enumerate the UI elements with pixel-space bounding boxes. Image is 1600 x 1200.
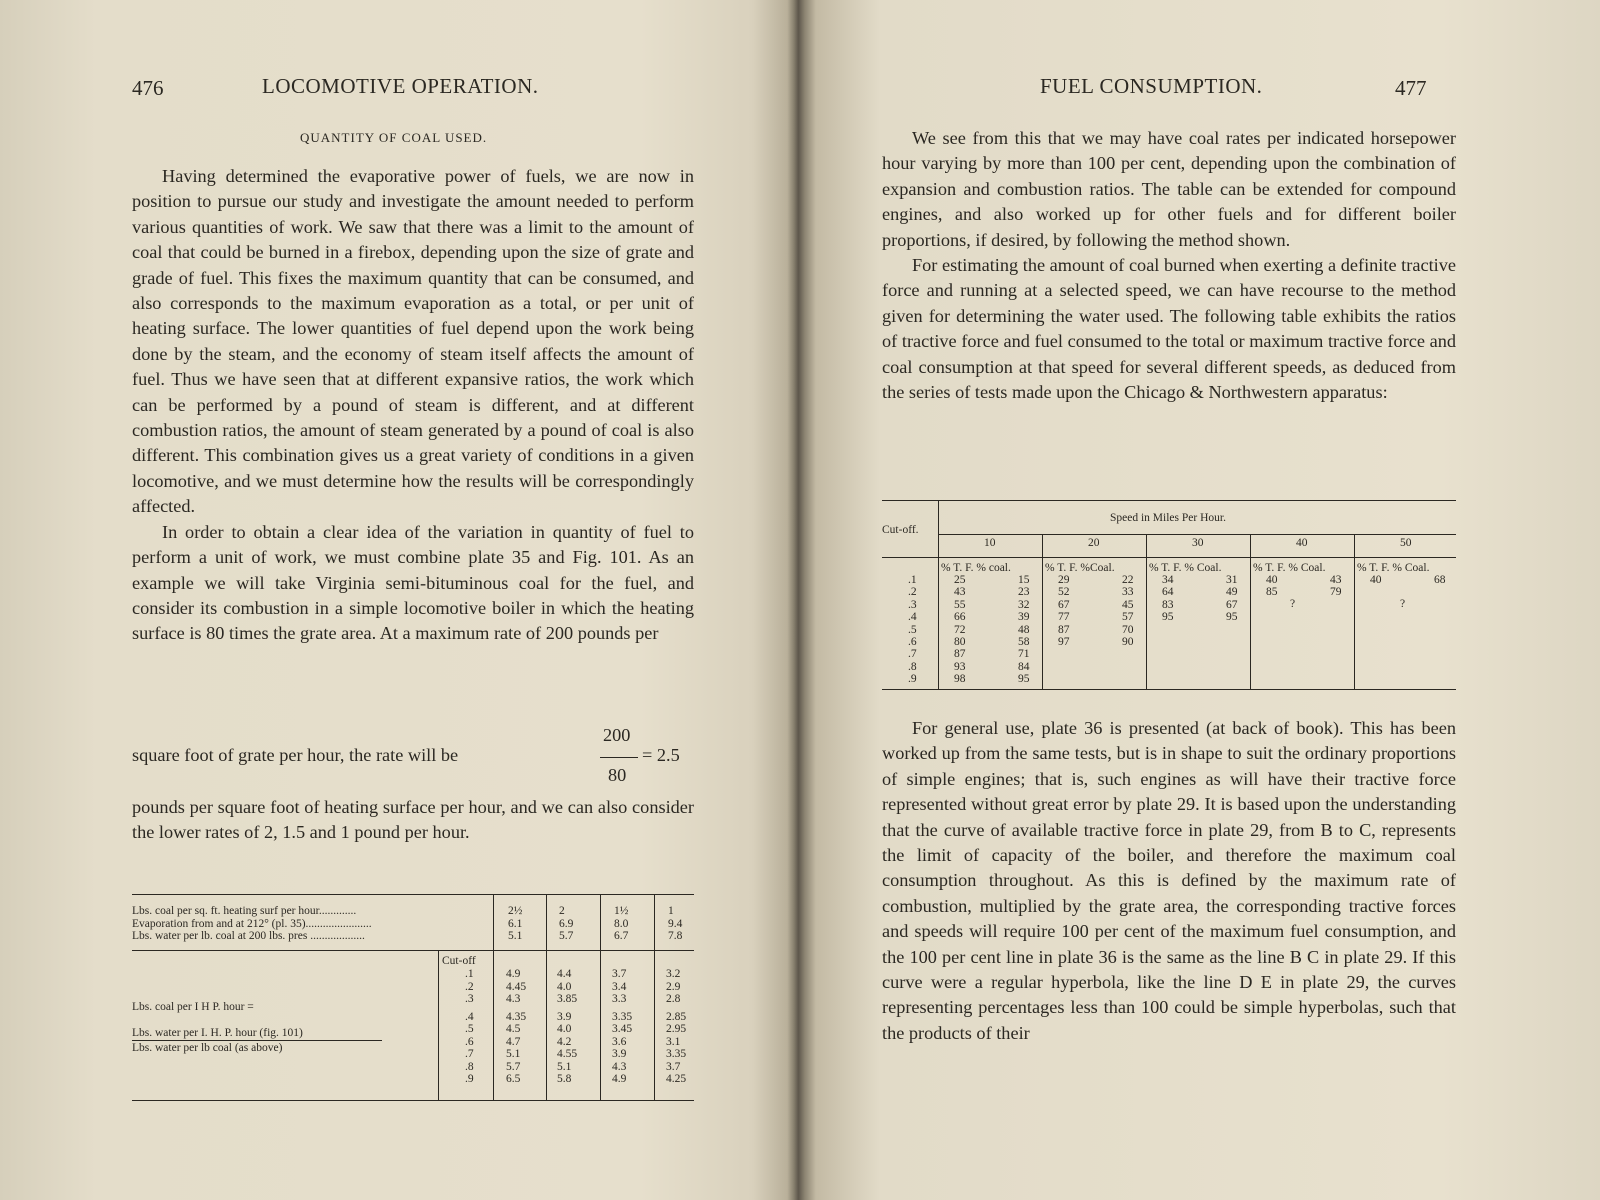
- table-cell: 4.9: [612, 1073, 627, 1085]
- fraction-bar: [600, 757, 638, 758]
- tf-cell: 85: [1266, 586, 1278, 599]
- table-cell: 4.7: [506, 1035, 521, 1048]
- formula-numerator: Lbs. water per I. H. P. hour (fig. 101): [132, 1027, 303, 1039]
- table-cell: 4.5: [506, 1023, 521, 1035]
- tf-cell: 34: [1162, 574, 1174, 586]
- formula-top: Lbs. coal per I H P. hour =: [132, 1001, 254, 1013]
- table-cell: 9.4: [668, 917, 683, 930]
- table-cell: 6.1: [508, 917, 523, 930]
- coal-cell: 43: [1330, 574, 1342, 586]
- table-divider: [1146, 534, 1147, 689]
- table-rule: [438, 950, 694, 951]
- table-cell: 5.1: [557, 1060, 572, 1073]
- speed-value: 10: [984, 537, 996, 549]
- table-cell: 5.1: [506, 1048, 521, 1060]
- fraction-numerator: 200: [603, 725, 631, 745]
- speed-value: 30: [1192, 537, 1204, 549]
- table-cell: 2: [559, 905, 565, 917]
- table-rule: [132, 1100, 694, 1101]
- tf-cell: 98: [954, 673, 966, 686]
- cutoff-cell: .1: [908, 574, 917, 586]
- table-cell: 4.55: [557, 1048, 578, 1060]
- body-text: [882, 126, 1456, 405]
- column-subhead: % T. F. % Coal.: [1357, 562, 1430, 574]
- formula-bar: [132, 1040, 382, 1041]
- table-cell: 7.8: [668, 930, 683, 942]
- tf-cell: 55: [954, 598, 966, 611]
- table-cell: 2.85: [666, 1010, 687, 1023]
- table-cell: 6.7: [614, 930, 629, 942]
- unknown-mark: ?: [1290, 598, 1296, 610]
- paragraph: We see from this that we may have coal rates per indicated horsepower hour varying by more than 100 per cent, depending upon the combination of expansion and combustion ratios. The table can be extended for compound engines, and also worked up for other fuels and for different boiler proportions, if desired, by following the method shown.: [882, 128, 1456, 250]
- coal-cell: 71: [1018, 648, 1030, 661]
- table-cell: 4.0: [557, 1023, 572, 1035]
- table-rule: [882, 689, 1456, 690]
- coal-cell: 68: [1434, 574, 1446, 586]
- cutoff-cell: .2: [465, 980, 474, 993]
- coal-cell: 95: [1226, 611, 1238, 624]
- cutoff-cell: .4: [465, 1010, 474, 1023]
- table-rule: [132, 950, 438, 951]
- table-cell: 2.9: [666, 980, 681, 993]
- paragraph: pounds per square foot of heating surface per hour, and we can also consider the lower rates of 2, 1.5 and 1 pound per hour.: [132, 797, 694, 843]
- cutoff-cell: .6: [465, 1035, 474, 1048]
- running-head: LOCOMOTIVE OPERATION.: [262, 74, 539, 98]
- paragraph: Having determined the evaporative power of fuels, we are now in position to pursue our study and investigate the amount needed to perform various quantities of work. We saw that there was a limit to the amount of coal that could be burned in a firebox, depending upon the size of grate and grade of fuel. This fixes the maximum quantity that can be consumed, and also corresponds to the maximum evaporation as a total, or per unit of heating surface. The lower quantities of fuel depend upon the work being done by the steam, and the economy of steam itself affects the amount of fuel. Thus we have seen that at different expansive ratios, the work which can be performed by a pound of steam is different, and at different combustion ratios, the amount of steam generated by a pound of coal is also different. This combination gives us a great variety of conditions in a given locomotive, and we must determine how the results will be correspondingly affected.: [132, 166, 694, 517]
- column-subhead: % T. F. % Coal.: [1253, 562, 1326, 574]
- table-rule: [882, 557, 1456, 558]
- table-cell: 3.7: [612, 968, 627, 980]
- coal-cell: 90: [1122, 636, 1134, 648]
- cutoff-cell: .4: [908, 611, 917, 624]
- cutoff-cell: .7: [465, 1048, 474, 1060]
- table-cell: 5.8: [557, 1073, 572, 1085]
- table-cell: 3.85: [557, 993, 578, 1005]
- cutoff-cell: .1: [465, 968, 474, 980]
- table-divider: [938, 500, 939, 689]
- tf-cell: 87: [1058, 623, 1070, 636]
- formula-denominator: Lbs. water per lb coal (as above): [132, 1042, 283, 1054]
- cutoff-cell: .5: [908, 623, 917, 636]
- tf-cell: 43: [954, 586, 966, 599]
- coal-cell: 70: [1122, 623, 1134, 636]
- cutoff-cell: .3: [465, 993, 474, 1005]
- coal-cell: 79: [1330, 586, 1342, 599]
- table-cell: 6.9: [559, 917, 574, 930]
- speed-value: 20: [1088, 537, 1100, 549]
- tf-cell: 93: [954, 660, 966, 673]
- column-subhead: % T. F. % Coal.: [1149, 562, 1222, 574]
- table-divider: [1250, 534, 1251, 689]
- table-cell: 2½: [508, 905, 523, 917]
- running-head: FUEL CONSUMPTION.: [1040, 74, 1263, 98]
- speed-header: Speed in Miles Per Hour.: [1110, 512, 1226, 524]
- tf-cell: 64: [1162, 586, 1174, 599]
- table-rule: [938, 534, 1456, 535]
- table-cell: 6.5: [506, 1073, 521, 1085]
- paragraph: In order to obtain a clear idea of the variation in quantity of fuel to perform a unit of work, we must combine plate 35 and Fig. 101. As an example we will take Virginia semi-bituminous coal for the fuel, and consider its combustion in a simple locomotive boiler in which the heating surface is 80 times the grate area. At a maximum rate of 200 pounds per: [132, 521, 694, 644]
- cutoff-cell: .3: [908, 598, 917, 611]
- table-cell: 3.35: [612, 1010, 633, 1023]
- coal-cell: 45: [1122, 598, 1134, 611]
- column-subhead: % T. F. %Coal.: [1045, 562, 1115, 574]
- tf-cell: 97: [1058, 636, 1070, 648]
- table-cell: 3.9: [557, 1010, 572, 1023]
- table-cell: 4.3: [506, 993, 521, 1005]
- tf-cell: 87: [954, 648, 966, 661]
- cutoff-cell: .9: [465, 1073, 474, 1085]
- table-cell: 3.1: [666, 1035, 681, 1048]
- speed-value: 50: [1400, 537, 1412, 549]
- tf-cell: 95: [1162, 611, 1174, 624]
- cutoff-label: Cut-off.: [882, 524, 919, 536]
- tf-cell: 67: [1058, 598, 1070, 611]
- speed-value: 40: [1296, 537, 1308, 549]
- tf-cell: 40: [1266, 574, 1278, 586]
- cutoff-header: Cut-off: [442, 955, 476, 967]
- table-cell: 2.8: [666, 993, 681, 1005]
- table-divider: [1042, 534, 1043, 689]
- coal-cell: 32: [1018, 598, 1030, 611]
- tf-cell: 29: [1058, 574, 1070, 586]
- row-label: Lbs. coal per sq. ft. heating surf per hour.............: [132, 905, 357, 917]
- table-cell: 3.2: [666, 968, 681, 980]
- table-cell: 4.25: [666, 1073, 687, 1085]
- section-subhead: QUANTITY OF COAL USED.: [300, 130, 488, 145]
- cutoff-cell: .8: [908, 660, 917, 673]
- column-subhead: % T. F. % coal.: [941, 562, 1011, 574]
- table-cell: 8.0: [614, 917, 629, 930]
- cutoff-cell: .9: [908, 673, 917, 686]
- coal-cell: 39: [1018, 611, 1030, 624]
- table-divider: [654, 894, 655, 1100]
- right-page: [800, 0, 1600, 1200]
- table-cell: 4.35: [506, 1010, 527, 1023]
- table-cell: 5.7: [506, 1060, 521, 1073]
- tf-cell: 72: [954, 623, 966, 636]
- table-cell: 5.1: [508, 930, 523, 942]
- coal-cell: 15: [1018, 574, 1030, 586]
- fraction-result: = 2.5: [642, 745, 680, 765]
- coal-cell: 67: [1226, 598, 1238, 611]
- coal-cell: 48: [1018, 623, 1030, 636]
- table-rule: [132, 894, 694, 895]
- tf-cell: 66: [954, 611, 966, 624]
- coal-cell: 23: [1018, 586, 1030, 599]
- paragraph: For general use, plate 36 is presented (at back of book). This has been worked up from the same tests, but is in shape to suit the ordinary proportions of simple engines; that is, such engines as will have their tractive force represented without great error by plate 29. It is based upon the understanding that the curve of available tractive force in plate 29, from B to C, represents the limit of capacity of the boiler, and therefore the maximum coal consumption throughout. As this is defined by the maximum rate of combustion, multiplied by the grate area, the corresponding tractive forces and speeds will require 100 per cent of the maximum fuel consumption, and the 100 per cent line in plate 36 is the same as the line B C in plate 29. If this curve were a regular hyperbola, like the line D E in plate 29, the curves representing percentages less than 100 could be simple hyperbolas, such that the products of their: [882, 718, 1456, 1043]
- table-cell: 4.2: [557, 1035, 572, 1048]
- coal-cell: 95: [1018, 673, 1030, 686]
- table-cell: 3.9: [612, 1048, 627, 1060]
- table-divider: [546, 894, 547, 1100]
- coal-cell: 22: [1122, 574, 1134, 586]
- cutoff-cell: .6: [908, 636, 917, 648]
- table-cell: 3.35: [666, 1048, 687, 1060]
- table-divider: [1354, 534, 1355, 689]
- table-cell: 3.7: [666, 1060, 681, 1073]
- table-rule: [882, 500, 1456, 501]
- body-text: [132, 164, 694, 647]
- tf-cell: 80: [954, 636, 966, 648]
- table-divider: [493, 894, 494, 1100]
- cutoff-cell: .8: [465, 1060, 474, 1073]
- tf-cell: 25: [954, 574, 966, 586]
- coal-cell: 31: [1226, 574, 1238, 586]
- table-cell: 4.45: [506, 980, 527, 993]
- cutoff-cell: .2: [908, 586, 917, 599]
- coal-cell: 58: [1018, 636, 1030, 648]
- coal-cell: 49: [1226, 586, 1238, 599]
- cutoff-cell: .7: [908, 648, 917, 661]
- table-cell: 3.3: [612, 993, 627, 1005]
- body-text: [132, 795, 694, 846]
- unknown-mark: ?: [1400, 598, 1406, 610]
- page-number: 477: [1395, 76, 1427, 100]
- table-cell: 4.9: [506, 968, 521, 980]
- table-cell: 3.6: [612, 1035, 627, 1048]
- coal-cell: 84: [1018, 660, 1030, 673]
- fraction-line-text: square foot of grate per hour, the rate will be: [132, 745, 459, 765]
- coal-cell: 33: [1122, 586, 1134, 599]
- fraction-denominator: 80: [608, 765, 627, 785]
- body-text: [882, 716, 1456, 1046]
- table-cell: 4.3: [612, 1060, 627, 1073]
- table-cell: 3.45: [612, 1023, 633, 1035]
- paragraph: For estimating the amount of coal burned when exerting a definite tractive force and running at a selected speed, we can have recourse to the method given for determining the water used. The following table exhibits the ratios of tractive force and fuel consumed to the total or maximum tractive force and coal consumption at that speed for several different speeds, as deduced from the series of tests made upon the Chicago & Northwestern apparatus:: [882, 255, 1456, 403]
- cutoff-cell: .5: [465, 1023, 474, 1035]
- tf-cell: 40: [1370, 574, 1382, 586]
- table-cell: 5.7: [559, 930, 574, 942]
- table-cell: 2.95: [666, 1023, 687, 1035]
- table-cell: 3.4: [612, 980, 627, 993]
- table-cell: 1: [668, 905, 674, 917]
- table-cell: 4.4: [557, 968, 572, 980]
- tf-cell: 77: [1058, 611, 1070, 624]
- table-divider: [438, 950, 439, 1100]
- row-label: Evaporation from and at 212° (pl. 35).......................: [132, 917, 372, 930]
- table-cell: 1½: [614, 905, 629, 917]
- table-divider: [600, 894, 601, 1100]
- page-number: 476: [132, 76, 164, 100]
- coal-cell: 57: [1122, 611, 1134, 624]
- tf-cell: 52: [1058, 586, 1070, 599]
- tf-cell: 83: [1162, 598, 1174, 611]
- table-cell: 4.0: [557, 980, 572, 993]
- row-label: Lbs. water per lb. coal at 200 lbs. pres ...................: [132, 930, 365, 942]
